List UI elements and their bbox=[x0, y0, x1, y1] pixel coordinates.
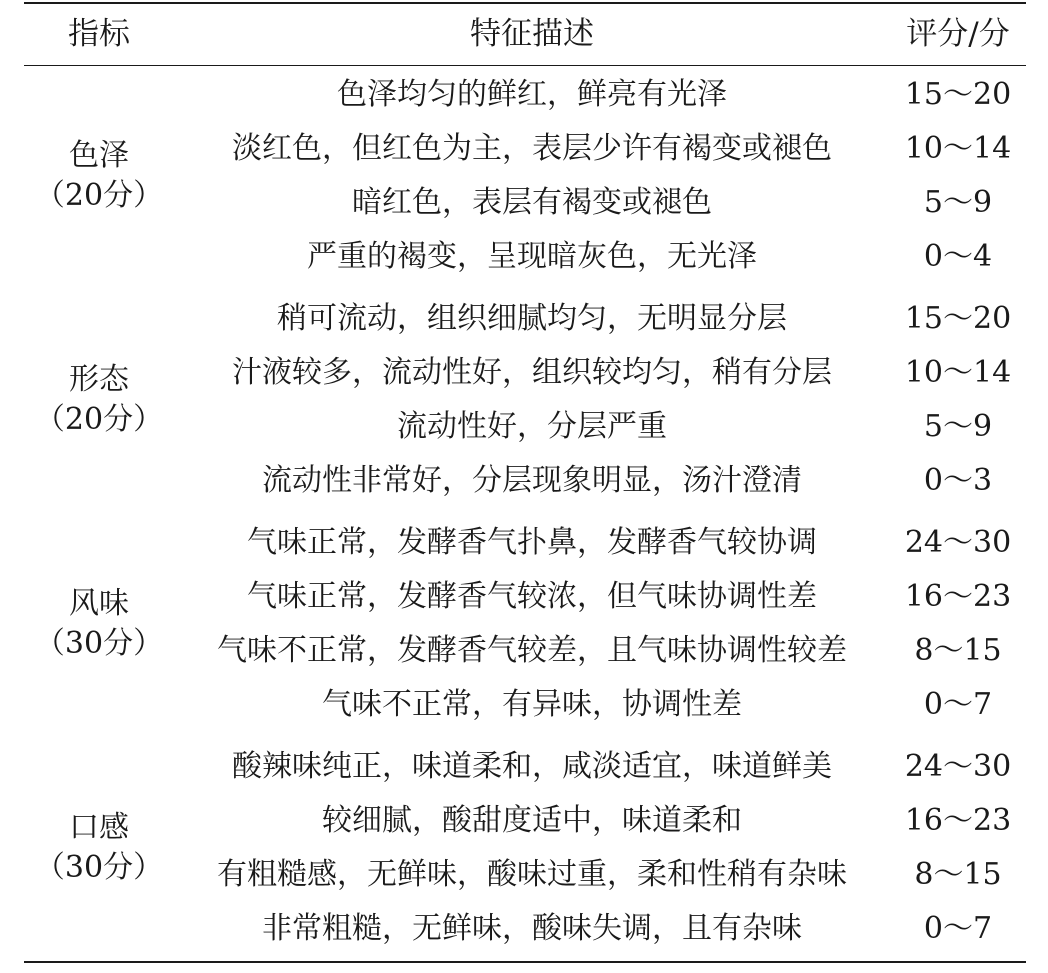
table-row bbox=[24, 400, 1026, 454]
row-description: 酸辣味纯正，味道柔和，咸淡适宜，味道鲜美 bbox=[232, 749, 832, 784]
table-row bbox=[24, 848, 1026, 902]
row-description: 气味不正常，有异味，协调性差 bbox=[322, 687, 742, 722]
table-row bbox=[24, 292, 1026, 346]
row-description: 非常粗糙，无鲜味，酸味失调，且有杂味 bbox=[262, 911, 802, 946]
table-group-flavor bbox=[24, 516, 1026, 732]
row-score: 10～14 bbox=[904, 131, 1012, 166]
row-score: 24～30 bbox=[904, 525, 1012, 560]
row-description: 流动性好，分层严重 bbox=[397, 409, 667, 444]
group-points: （20分） bbox=[34, 178, 164, 213]
row-score: 10～14 bbox=[904, 355, 1012, 390]
group-name: 色泽 bbox=[69, 138, 129, 173]
row-score: 5～9 bbox=[923, 185, 993, 220]
table-row bbox=[24, 454, 1026, 508]
row-description: 汁液较多，流动性好，组织较均匀，稍有分层 bbox=[232, 355, 832, 390]
table-row bbox=[24, 346, 1026, 400]
row-description: 有粗糙感，无鲜味，酸味过重，柔和性稍有杂味 bbox=[217, 857, 847, 892]
row-score: 0～4 bbox=[923, 239, 993, 274]
row-score: 8～15 bbox=[914, 857, 1002, 892]
table-header-rule bbox=[24, 65, 1026, 66]
row-description: 气味正常，发酵香气扑鼻，发酵香气较协调 bbox=[247, 525, 817, 560]
group-name: 口感 bbox=[69, 810, 129, 845]
row-description: 色泽均匀的鲜红，鲜亮有光泽 bbox=[337, 77, 727, 112]
table-row bbox=[24, 794, 1026, 848]
table-row bbox=[24, 624, 1026, 678]
row-score: 5～9 bbox=[923, 409, 993, 444]
row-score: 8～15 bbox=[914, 633, 1002, 668]
table-group-form bbox=[24, 292, 1026, 508]
row-description: 流动性非常好，分层现象明显，汤汁澄清 bbox=[262, 463, 802, 498]
row-description: 暗红色，表层有褐变或褪色 bbox=[352, 185, 712, 220]
header-score: 评分/分 bbox=[906, 16, 1010, 52]
group-points: （30分） bbox=[34, 626, 164, 661]
table-row bbox=[24, 570, 1026, 624]
table-row bbox=[24, 176, 1026, 230]
row-description: 严重的褐变，呈现暗灰色，无光泽 bbox=[307, 239, 757, 274]
row-score: 16～23 bbox=[904, 803, 1012, 838]
row-description: 气味正常，发酵香气较浓，但气味协调性差 bbox=[247, 579, 817, 614]
table-row bbox=[24, 68, 1026, 122]
table-bottom-rule bbox=[24, 961, 1026, 963]
table-row bbox=[24, 902, 1026, 956]
group-name: 风味 bbox=[69, 586, 129, 621]
row-score: 0～3 bbox=[923, 463, 993, 498]
row-score: 16～23 bbox=[904, 579, 1012, 614]
table-row bbox=[24, 740, 1026, 794]
row-description: 气味不正常，发酵香气较差，且气味协调性较差 bbox=[217, 633, 847, 668]
row-description: 稍可流动，组织细腻均匀，无明显分层 bbox=[277, 301, 787, 336]
header-description: 特征描述 bbox=[470, 16, 594, 52]
table-group-mouthfeel bbox=[24, 740, 1026, 956]
table-group-color bbox=[24, 68, 1026, 284]
row-score: 0～7 bbox=[923, 687, 993, 722]
table-row bbox=[24, 678, 1026, 732]
group-name: 形态 bbox=[69, 362, 129, 397]
row-description: 较细腻，酸甜度适中，味道柔和 bbox=[322, 803, 742, 838]
row-score: 15～20 bbox=[904, 301, 1012, 336]
table-top-rule bbox=[24, 2, 1026, 4]
group-points: （20分） bbox=[34, 402, 164, 437]
row-score: 24～30 bbox=[904, 749, 1012, 784]
row-description: 淡红色，但红色为主，表层少许有褐变或褪色 bbox=[232, 131, 832, 166]
table-row bbox=[24, 516, 1026, 570]
group-points: （30分） bbox=[34, 850, 164, 885]
table-row bbox=[24, 122, 1026, 176]
row-score: 0～7 bbox=[923, 911, 993, 946]
row-score: 15～20 bbox=[904, 77, 1012, 112]
table-row bbox=[24, 230, 1026, 284]
header-indicator: 指标 bbox=[68, 16, 130, 52]
